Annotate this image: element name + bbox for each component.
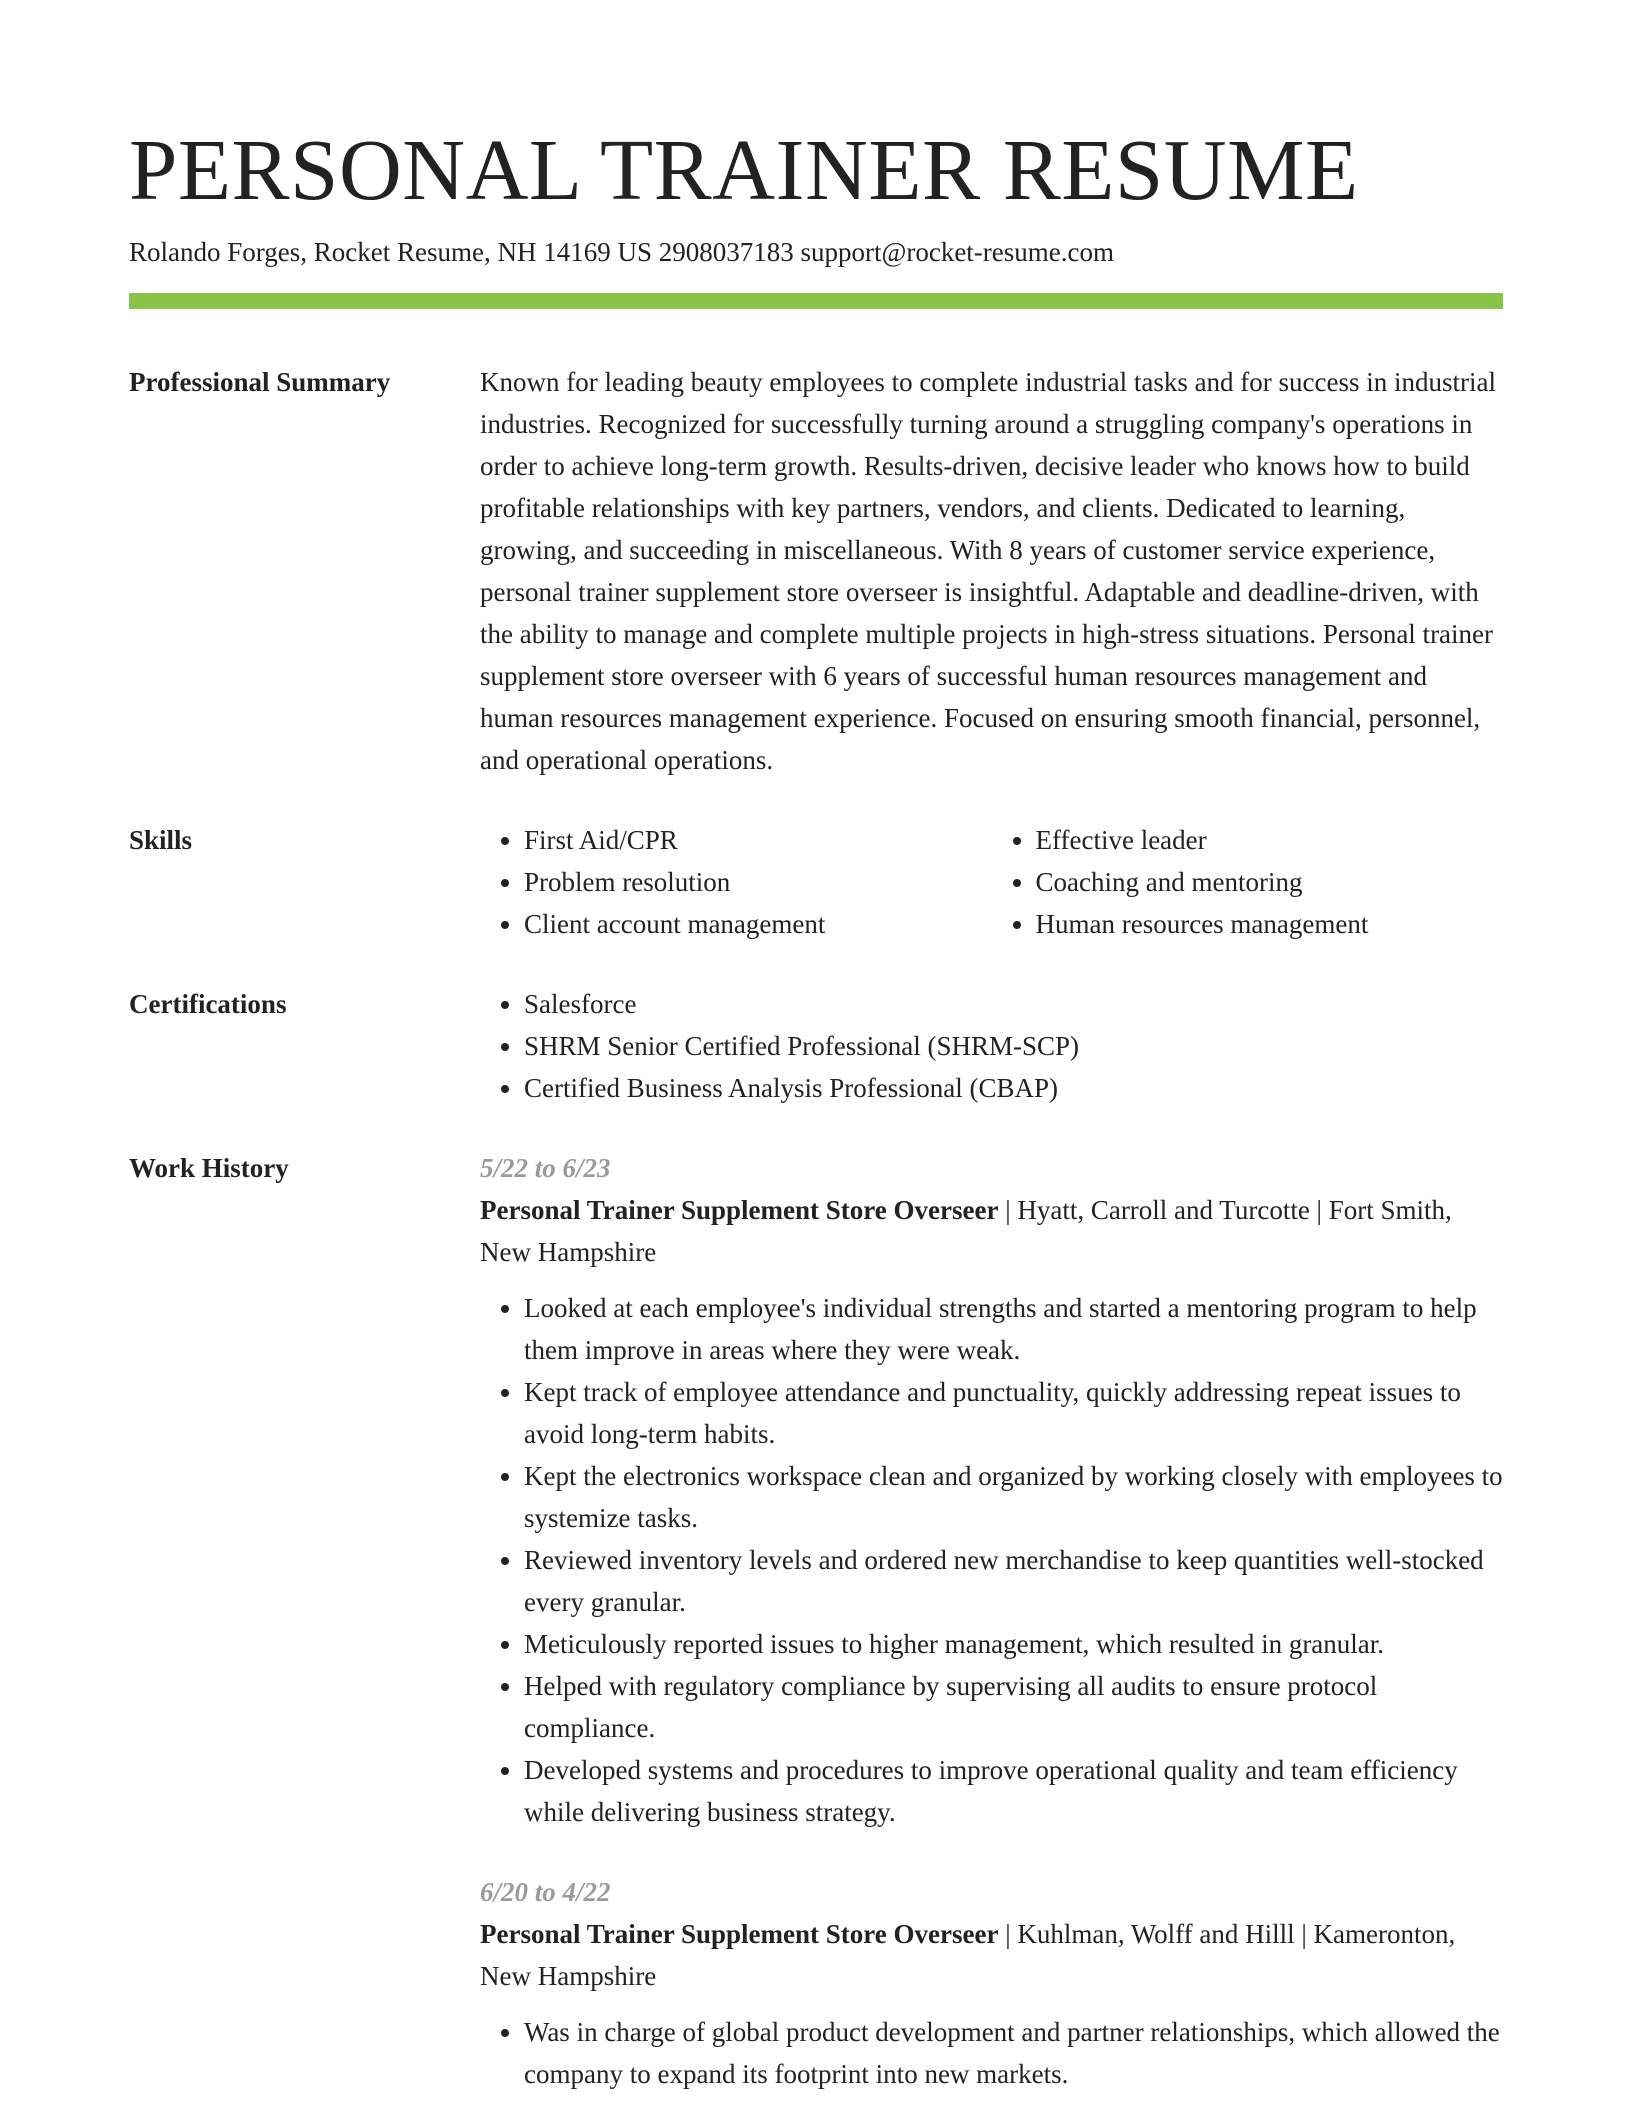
job-dates: 5/22 to 6/23	[480, 1153, 611, 1183]
section-label: Professional Summary	[129, 367, 391, 397]
job-details: | Hyatt, Carroll and Turcotte | Fort Smith, New Hampshire	[480, 1195, 1452, 1267]
job-title: Personal Trainer Supplement Store Overseer	[480, 1919, 999, 1949]
list-item: • Was in charge of global product development and partner relationships, which allowed the company to expand its footprint into new markets.	[524, 2011, 1503, 2095]
job-dates: 6/20 to 4/22	[480, 1877, 611, 1907]
job-entry	[480, 1147, 1503, 1833]
summary-text: Known for leading beauty employees to complete industrial tasks and for success in industrial industries. Recognized for successfully turning around a struggling company's operations in order to achieve long-term growth. Results-driven, decisive leader who knows how to build profitable relationships with key partners, vendors, and clients. Dedicated to learning, growing, and succeeding in miscellaneous. With 8 years of customer service experience, personal trainer supplement store overseer is insightful. Adaptable and deadline-driven, with the ability to manage and complete multiple projects in high-stress situations. Personal trainer supplement store overseer with 6 years of successful human resources management and human resources management experience. Focused on ensuring smooth financial, personnel, and operational operations.	[480, 367, 1497, 775]
list-item: • Kept track of employee attendance and punctuality, quickly addressing repeat issues to avoid long-term habits.	[524, 1371, 1503, 1455]
section-content	[480, 1147, 1503, 2095]
list-item: • Problem resolution	[524, 861, 992, 903]
list-item: • Coaching and mentoring	[1036, 861, 1504, 903]
contact-line: Rolando Forges, Rocket Resume, NH 14169 US 2908037183 support@rocket-resume.com	[129, 237, 1114, 267]
job-details: | Kuhlman, Wolff and Hilll | Kameronton, New Hampshire	[480, 1919, 1456, 1991]
page-title: PERSONAL TRAINER RESUME	[129, 121, 1359, 218]
list-item: • Effective leader	[1036, 819, 1504, 861]
list-item: • SHRM Senior Certified Professional (SHRM-SCP)	[524, 1025, 1503, 1067]
skills-list-right	[992, 819, 1504, 945]
section-skills	[129, 819, 1503, 945]
section-content	[480, 983, 1503, 1109]
section-label: Skills	[129, 825, 193, 855]
job-bullets	[480, 1287, 1503, 1833]
list-item: • Client account management	[524, 903, 992, 945]
job-title: Personal Trainer Supplement Store Overseer	[480, 1195, 999, 1225]
section-content	[480, 361, 1503, 781]
section-label: Work History	[129, 1153, 289, 1183]
list-item: • Meticulously reported issues to higher management, which resulted in granular.	[524, 1623, 1503, 1665]
section-professional-summary	[129, 361, 1503, 781]
list-item: • Certified Business Analysis Professional (CBAP)	[524, 1067, 1503, 1109]
list-item: • Reviewed inventory levels and ordered new merchandise to keep quantities well-stocked every granular.	[524, 1539, 1503, 1623]
section-label: Certifications	[129, 989, 287, 1019]
job-heading	[480, 1189, 1503, 1273]
section-work-history	[129, 1147, 1503, 2095]
skills-list-left	[480, 819, 992, 945]
certifications-list	[480, 983, 1503, 1109]
list-item: • Human resources management	[1036, 903, 1504, 945]
list-item: • Helped with regulatory compliance by supervising all audits to ensure protocol compliance.	[524, 1665, 1503, 1749]
list-item: • Developed systems and procedures to improve operational quality and team efficiency while delivering business strategy.	[524, 1749, 1503, 1833]
skills-grid	[480, 819, 1503, 945]
section-certifications	[129, 983, 1503, 1109]
job-bullets	[480, 2011, 1503, 2095]
job-heading	[480, 1913, 1503, 1997]
accent-divider	[129, 293, 1503, 309]
list-item: • First Aid/CPR	[524, 819, 992, 861]
list-item: • Salesforce	[524, 983, 1503, 1025]
job-entry	[480, 1871, 1503, 2095]
list-item: • Kept the electronics workspace clean and organized by working closely with employees to systemize tasks.	[524, 1455, 1503, 1539]
list-item: • Looked at each employee's individual strengths and started a mentoring program to help them improve in areas where they were weak.	[524, 1287, 1503, 1371]
